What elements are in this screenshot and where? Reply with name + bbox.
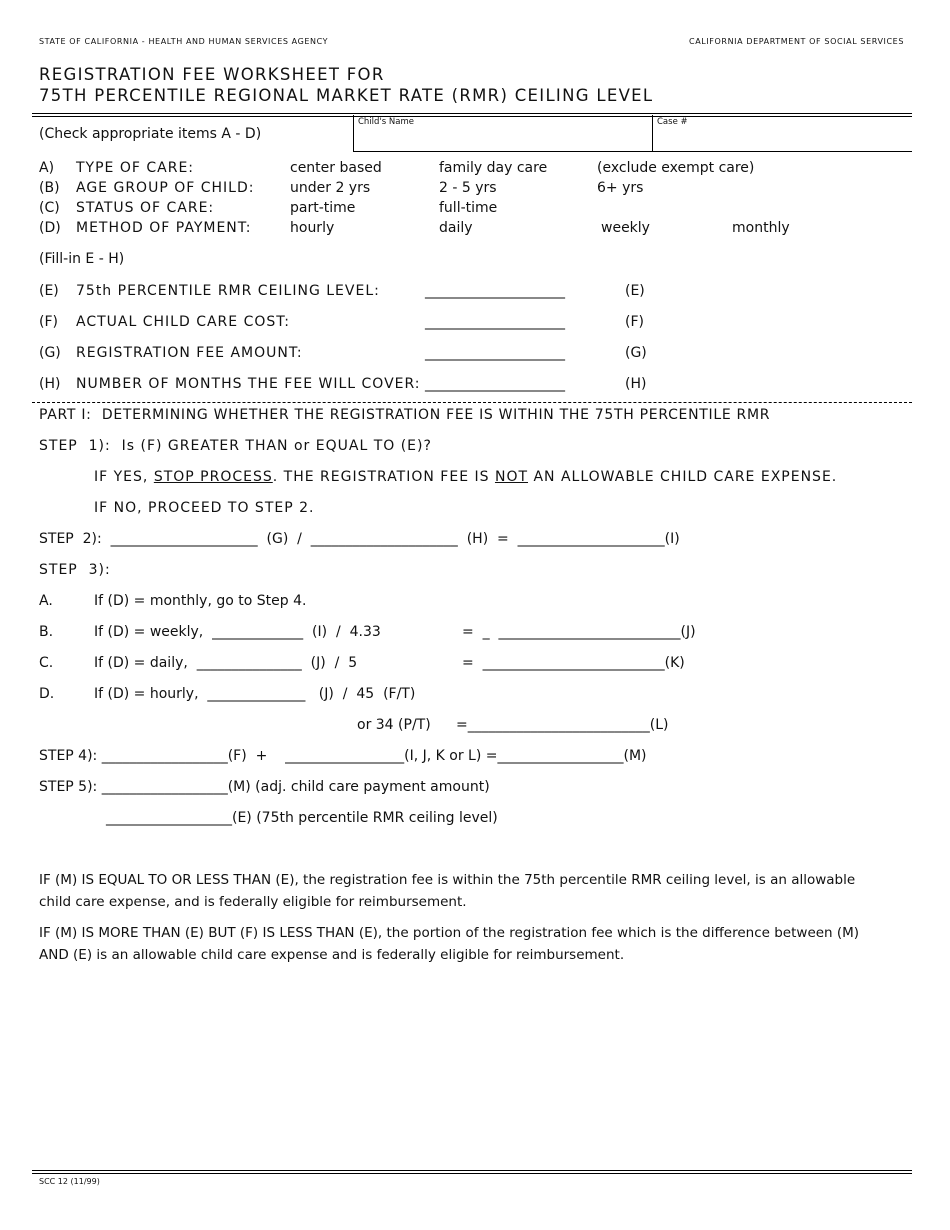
option-center-based[interactable]: center based	[290, 160, 382, 176]
option-6-plus-yrs[interactable]: 6+ yrs	[597, 180, 644, 196]
actual-cost-blank[interactable]: ____________________	[425, 314, 565, 330]
step5-line2[interactable]: __________________(E) (75th percentile RMR ceiling level)	[106, 810, 498, 826]
option-2-5-yrs[interactable]: 2 - 5 yrs	[439, 180, 497, 196]
row-f-label: ACTUAL CHILD CARE COST:	[76, 314, 290, 330]
option-full-time[interactable]: full-time	[439, 200, 498, 216]
conclusion-2-line2: AND (E) is an allowable child care expense and is federally eligible for reimbursement.	[39, 947, 625, 963]
conclusion-1-line2: child care expense, and is federally eligible for reimbursement.	[39, 894, 467, 910]
item-a-label: TYPE OF CARE:	[76, 160, 195, 176]
fill-in-instruction: (Fill-in E - H)	[39, 251, 125, 267]
case-number-field[interactable]	[652, 115, 912, 152]
item-d-letter: (D)	[39, 220, 61, 236]
part1-heading: PART I: DETERMINING WHETHER THE REGISTRATION FEE IS WITHIN THE 75TH PERCENTILE RMR	[39, 407, 771, 423]
not-text: NOT	[494, 469, 529, 485]
header-rule-top	[32, 113, 912, 114]
yes-suffix: AN ALLOWABLE CHILD CARE EXPENSE.	[528, 469, 838, 485]
rmr-ceiling-blank[interactable]: ____________________	[425, 283, 565, 299]
form-title-line1: REGISTRATION FEE WORKSHEET FOR	[39, 65, 385, 84]
option-under-2-yrs[interactable]: under 2 yrs	[290, 180, 371, 196]
step3-d-or: or 34 (P/T)	[357, 717, 431, 733]
step5-line[interactable]: STEP 5): __________________(M) (adj. child care payment amount)	[39, 779, 490, 795]
row-f-letter: (F)	[39, 314, 58, 330]
conclusion-1-line1: IF (M) IS EQUAL TO OR LESS THAN (E), the registration fee is within the 75th percentile RMR ceiling level, is an allowable	[39, 872, 856, 888]
item-c-label: STATUS OF CARE:	[76, 200, 215, 216]
step3-d-letter: D.	[39, 686, 55, 702]
option-monthly[interactable]: monthly	[732, 220, 790, 236]
stop-process-text: STOP PROCESS	[153, 469, 273, 485]
step3-a-text: If (D) = monthly, go to Step 4.	[94, 593, 307, 609]
row-e-tag: (E)	[625, 283, 645, 299]
option-exclude-exempt-note: (exclude exempt care)	[597, 160, 755, 176]
form-title-line2: 75TH PERCENTILE REGIONAL MARKET RATE (RMR) CEILING LEVEL	[39, 86, 654, 105]
conclusion-2-line1: IF (M) IS MORE THAN (E) BUT (F) IS LESS THAN (E), the portion of the registration fee which is the difference between (M)	[39, 925, 860, 941]
step2-line[interactable]: STEP 2): _____________________ (G) / _____________________ (H) = _____________________(I)	[39, 531, 680, 547]
registration-fee-blank[interactable]: ____________________	[425, 345, 565, 361]
step3-b-text[interactable]: If (D) = weekly, _____________ (I) / 4.33	[94, 624, 381, 640]
childs-name-field[interactable]	[353, 115, 653, 152]
row-g-label: REGISTRATION FEE AMOUNT:	[76, 345, 303, 361]
childs-name-label: Child's Name	[358, 117, 414, 127]
row-h-tag: (H)	[625, 376, 647, 392]
step3-a-letter: A.	[39, 593, 53, 609]
step3-b-result[interactable]: = _ __________________________(J)	[462, 624, 696, 640]
agency-right: CALIFORNIA DEPARTMENT OF SOCIAL SERVICES	[689, 37, 904, 46]
step4-line[interactable]: STEP 4): __________________(F) + _________________(I, J, K or L) =__________________(M)	[39, 748, 647, 764]
step3-d-result[interactable]: =__________________________(L)	[456, 717, 669, 733]
step1-yes-line	[94, 469, 837, 485]
agency-left: STATE OF CALIFORNIA - HEALTH AND HUMAN SERVICES AGENCY	[39, 37, 329, 46]
footer-rule-bottom	[32, 1173, 912, 1174]
item-b-letter: (B)	[39, 180, 60, 196]
row-e-label: 75th PERCENTILE RMR CEILING LEVEL:	[76, 283, 380, 299]
row-e-letter: (E)	[39, 283, 59, 299]
row-g-tag: (G)	[625, 345, 647, 361]
form-number: SCC 12 (11/99)	[39, 1177, 100, 1186]
option-daily[interactable]: daily	[439, 220, 473, 236]
option-part-time[interactable]: part-time	[290, 200, 356, 216]
step3-c-letter: C.	[39, 655, 54, 671]
option-weekly[interactable]: weekly	[601, 220, 650, 236]
months-covered-blank[interactable]: ____________________	[425, 376, 565, 392]
item-b-label: AGE GROUP OF CHILD:	[76, 180, 255, 196]
row-h-letter: (H)	[39, 376, 61, 392]
yes-prefix: IF YES,	[94, 469, 154, 485]
step3-c-result[interactable]: = __________________________(K)	[462, 655, 685, 671]
item-d-label: METHOD OF PAYMENT:	[76, 220, 252, 236]
step3-d-text[interactable]: If (D) = hourly, ______________ (J) / 45 (F/T)	[94, 686, 416, 702]
check-instruction: (Check appropriate items A - D)	[39, 126, 262, 142]
case-number-label: Case #	[657, 117, 688, 127]
option-hourly[interactable]: hourly	[290, 220, 335, 236]
step3-c-text[interactable]: If (D) = daily, _______________ (J) / 5	[94, 655, 358, 671]
row-g-letter: (G)	[39, 345, 61, 361]
footer-rule-top	[32, 1170, 912, 1171]
item-c-letter: (C)	[39, 200, 60, 216]
step1-text: STEP 1): Is (F) GREATER THAN or EQUAL TO (E)?	[39, 438, 432, 454]
yes-mid: . THE REGISTRATION FEE IS	[272, 469, 495, 485]
section-divider	[32, 402, 912, 403]
step3-b-letter: B.	[39, 624, 54, 640]
step1-no-line: IF NO, PROCEED TO STEP 2.	[94, 500, 315, 516]
item-a-letter: A)	[39, 160, 55, 176]
step3-heading: STEP 3):	[39, 562, 111, 578]
row-h-label: NUMBER OF MONTHS THE FEE WILL COVER:	[76, 376, 421, 392]
row-f-tag: (F)	[625, 314, 644, 330]
option-family-day-care[interactable]: family day care	[439, 160, 548, 176]
